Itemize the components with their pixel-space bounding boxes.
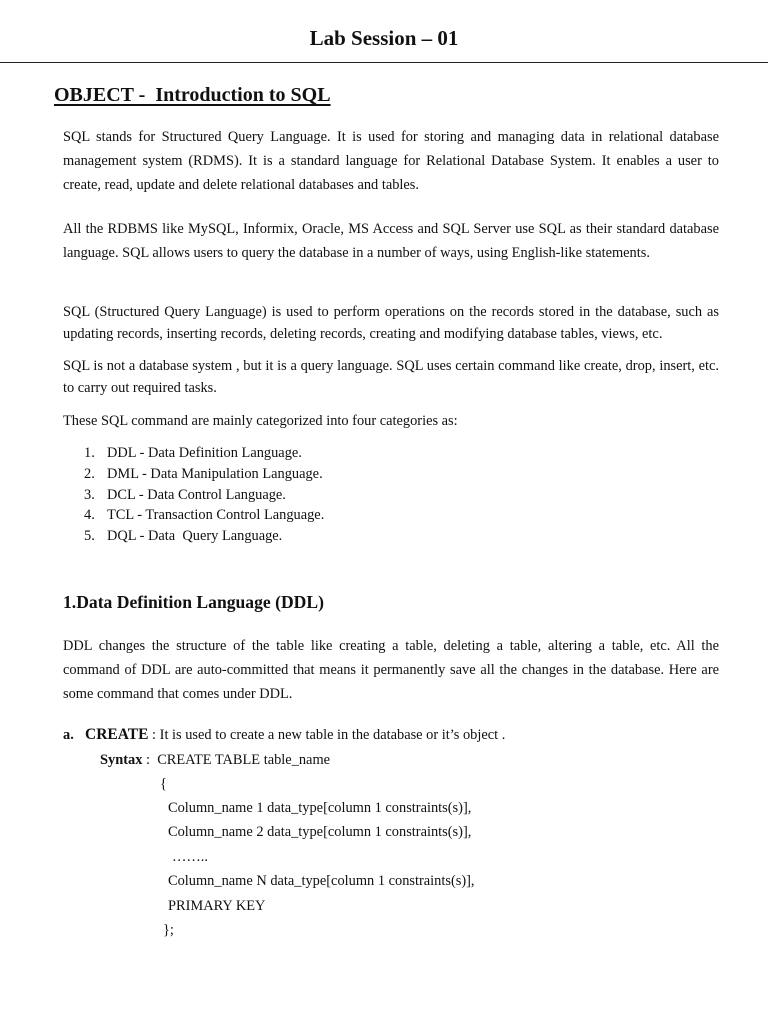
- paragraph-not-database: SQL is not a database system , but it is a query language. SQL uses certain command like create, drop, insert, etc. to carry out required tasks.: [63, 358, 719, 396]
- paragraph-sql-definition: SQL stands for Structured Query Language. It is used for storing and managing data in relational database management system (RDMS). It is a standard language for Relational Database System. It enables a user to create, read, update and delete relational databases and tables.: [63, 129, 719, 193]
- categories-list: [84, 443, 324, 547]
- list-item: 1. DDL - Data Definition Language.: [84, 445, 302, 461]
- syntax-line: Syntax : CREATE TABLE table_name: [100, 752, 331, 768]
- ddl-section-heading: 1.Data Definition Language (DDL): [63, 592, 324, 612]
- list-item: 2. DML - Data Manipulation Language.: [84, 465, 323, 482]
- header-divider: [0, 62, 768, 63]
- code-column-line: Column_name 2 data_type[column 1 constraints(s)],: [168, 824, 472, 840]
- syntax-label: Syntax: [100, 752, 143, 768]
- code-close-brace: };: [163, 922, 174, 938]
- create-command-line: [63, 724, 505, 746]
- paragraph-rdbms: All the RDBMS like MySQL, Informix, Oracle, MS Access and SQL Server use SQL as their standard database language. SQL allows users to query the database in a number of ways, using English-like statements.: [63, 221, 719, 261]
- paragraph-categories-intro: These SQL command are mainly categorized into four categories as:: [63, 413, 458, 429]
- syntax-statement: CREATE TABLE table_name: [157, 752, 331, 768]
- paragraph-operations: SQL (Structured Query Language) is used to perform operations on the records stored in the database, such as updating records, inserting records, deleting records, creating and modifying database tables, views, etc.: [63, 304, 719, 342]
- code-column-line: Column_name N data_type[column 1 constraints(s)],: [168, 873, 475, 889]
- code-column-line: Column_name 1 data_type[column 1 constraints(s)],: [168, 800, 472, 816]
- list-item: 3. DCL - Data Control Language.: [84, 486, 286, 503]
- list-item: 5. DQL - Data Query Language.: [84, 528, 283, 545]
- item-marker: a.: [63, 727, 74, 743]
- code-open-brace: {: [160, 776, 167, 792]
- paragraph-ddl-intro: DDL changes the structure of the table like creating a table, deleting a table, altering a table, etc. All the command of DDL are auto-committed that means it permanently save all the changes in the database. Here are some command that comes under DDL.: [63, 638, 719, 702]
- list-item: 4. TCL - Transaction Control Language.: [84, 507, 325, 524]
- object-title: OBJECT - Introduction to SQL: [54, 84, 331, 106]
- create-keyword: CREATE: [85, 726, 149, 743]
- create-description: : It is used to create a new table in the database or it’s object .: [148, 727, 506, 743]
- lab-session-title: Lab Session – 01: [309, 26, 459, 50]
- code-primary-key: PRIMARY KEY: [168, 898, 266, 914]
- code-ellipsis: ……..: [172, 849, 208, 865]
